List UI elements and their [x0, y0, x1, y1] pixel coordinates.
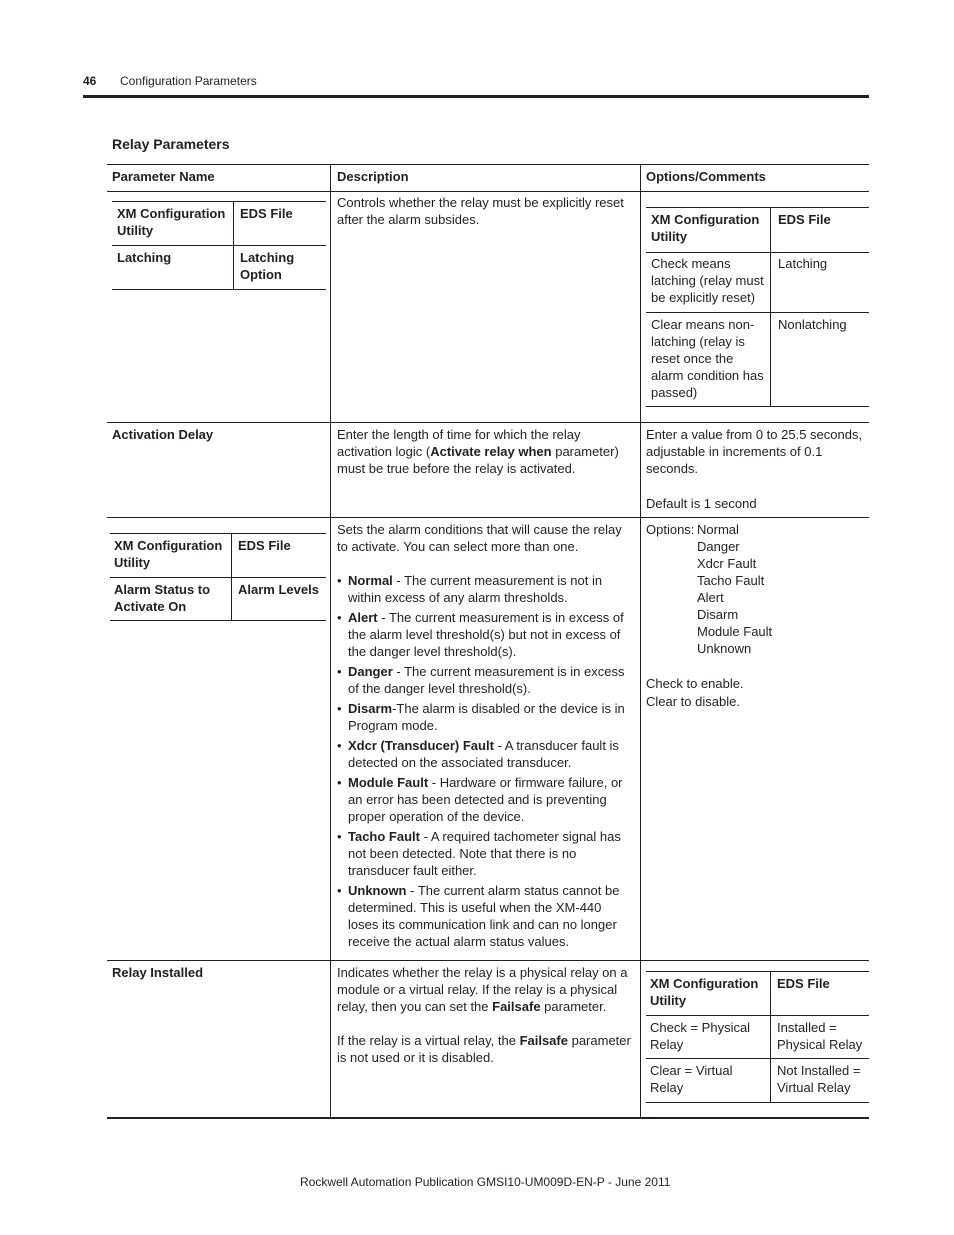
option-xm-value: Check means latching (relay must be explicitly reset) — [651, 256, 764, 305]
parameter-name: Activation Delay — [112, 427, 214, 442]
list-item: • Normal - The current measurement is not in within excess of any alarm thresholds. — [337, 572, 635, 606]
nested-rule — [110, 533, 326, 534]
options-header-eds: EDS File — [778, 212, 831, 227]
nested-header-eds: EDS File — [238, 538, 291, 553]
col-header-parameter-name: Parameter Name — [112, 169, 215, 184]
options-header-xm: XM Configuration Utility — [650, 976, 759, 1008]
nested-divider — [770, 207, 771, 407]
options-label: Options: — [646, 522, 695, 537]
option-eds-value: Installed = Physical Relay — [777, 1020, 863, 1052]
header-bottom-rule — [107, 191, 869, 192]
default-text: Default is 1 second — [646, 496, 757, 511]
option-item: Danger — [697, 539, 740, 554]
table-bottom-rule — [107, 1117, 869, 1119]
nested-rule — [112, 289, 326, 290]
nested-rule — [646, 1058, 869, 1059]
option-item: Disarm — [697, 607, 739, 622]
nested-rule — [646, 1102, 869, 1103]
option-item: Unknown — [697, 641, 752, 656]
row-divider — [107, 422, 869, 423]
list-item: • Danger - The current measurement is in excess of the danger level threshold(s). — [337, 663, 635, 697]
option-eds-value: Not Installed = Virtual Relay — [777, 1063, 861, 1095]
option-eds-value: Latching — [778, 256, 828, 271]
col-divider-1 — [330, 164, 331, 1119]
clear-text: Clear to disable. — [646, 694, 740, 709]
check-text: Check to enable. — [646, 676, 744, 691]
page-footer: Rockwell Automation Publication GMSI10-UM009D-EN-P - June 2011 — [300, 1175, 671, 1189]
description: Indicates whether the relay is a physical relay on a module or a virtual relay. If the relay is a physical relay, then you can set the Failsafe parameter. — [337, 965, 628, 1014]
eds-name: Alarm Levels — [238, 582, 319, 597]
option-item: Module Fault — [697, 624, 773, 639]
nested-header-eds: EDS File — [240, 206, 293, 221]
option-eds-value: Nonlatching — [778, 317, 847, 332]
option-xm-value: Check = Physical Relay — [650, 1020, 751, 1052]
description: Enter the length of time for which the relay activation logic (Activate relay when parameter) must be true before the relay is activated. — [337, 427, 619, 476]
list-item: • Disarm-The alarm is disabled or the device is in Program mode. — [337, 700, 635, 734]
options-text: Enter a value from 0 to 25.5 seconds, adjustable in increments of 0.1 seconds. — [646, 427, 863, 476]
nested-rule — [646, 252, 869, 253]
description: Controls whether the relay must be explicitly reset after the alarm subsides. — [337, 195, 624, 227]
option-xm-value: Clear means non-latching (relay is reset once the alarm condition has passed) — [651, 317, 764, 400]
list-item: • Alert - The current measurement is in excess of the alarm level threshold(s) but not in excess of the danger level threshold(s). — [337, 609, 635, 660]
nested-rule — [646, 207, 869, 208]
eds-name: Latching Option — [240, 250, 295, 282]
table-top-rule — [107, 164, 869, 165]
list-item: • Xdcr (Transducer) Fault - A transducer fault is detected on the associated transducer. — [337, 737, 635, 771]
nested-rule — [112, 201, 326, 202]
nested-header-xm: XM Configuration Utility — [117, 206, 226, 238]
nested-rule — [110, 620, 326, 621]
options-header-xm: XM Configuration Utility — [651, 212, 760, 244]
option-item: Xdcr Fault — [697, 556, 757, 571]
parameter-name: Latching — [117, 250, 172, 265]
col-header-options: Options/Comments — [646, 169, 766, 184]
option-item: Tacho Fault — [697, 573, 765, 588]
parameter-name: Alarm Status to Activate On — [114, 582, 211, 614]
running-header: Configuration Parameters — [120, 74, 257, 88]
nested-divider — [770, 971, 771, 1103]
header-rule — [83, 95, 869, 98]
alarm-condition-list — [337, 572, 635, 953]
page-number: 46 — [83, 74, 97, 88]
parameter-name: Relay Installed — [112, 965, 204, 980]
row-divider — [107, 960, 869, 961]
list-item: • Module Fault - Hardware or firmware failure, or an error has been detected and is preventing proper operation of the device. — [337, 774, 635, 825]
nested-header-xm: XM Configuration Utility — [114, 538, 223, 570]
option-item: Normal — [697, 522, 739, 537]
nested-rule — [110, 577, 326, 578]
col-divider-2 — [640, 164, 641, 1119]
option-xm-value: Clear = Virtual Relay — [650, 1063, 733, 1095]
nested-rule — [112, 245, 326, 246]
nested-rule — [646, 1015, 869, 1016]
option-item: Alert — [697, 590, 724, 605]
nested-rule — [646, 971, 869, 972]
list-item: • Tacho Fault - A required tachometer signal has not been detected. Note that there is no transducer fault either. — [337, 828, 635, 879]
nested-rule — [646, 312, 869, 313]
options-list — [697, 521, 772, 657]
description-intro: Sets the alarm conditions that will cause the relay to activate. You can select more than one. — [337, 522, 622, 554]
nested-rule — [646, 406, 869, 407]
description-virtual: If the relay is a virtual relay, the Failsafe parameter is not used or it is disabled. — [337, 1033, 631, 1065]
options-header-eds: EDS File — [777, 976, 830, 991]
row-divider — [107, 517, 869, 518]
table-title: Relay Parameters — [112, 136, 230, 152]
list-item: • Unknown - The current alarm status cannot be determined. This is useful when the XM-440 loses its communication link and can no longer receive the actual alarm status values. — [337, 882, 635, 950]
col-header-description: Description — [337, 169, 409, 184]
